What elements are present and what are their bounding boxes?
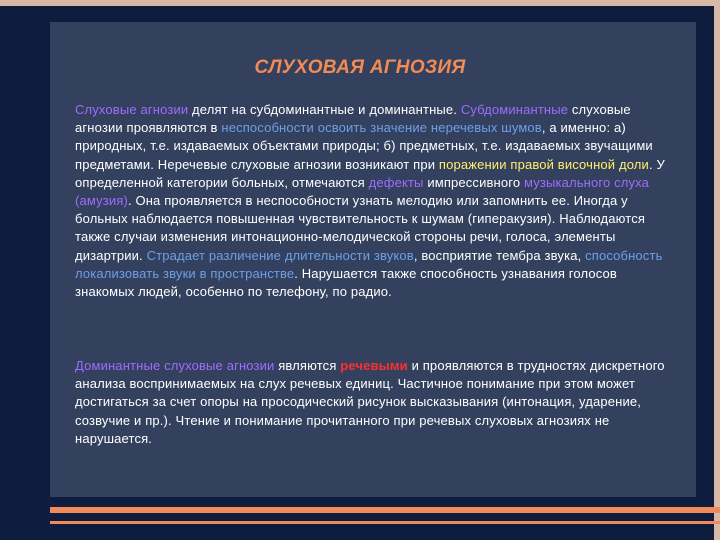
paragraph-subdominant [75,101,665,301]
text-segment: дефекты [368,174,424,190]
text-segment: речевыми [340,358,408,373]
text-segment: Слуховые агнозии [75,102,189,117]
text-segment: Доминантные слуховые агнозии [75,358,275,373]
text-segment: способность локализовать звуки в пространстве [75,247,663,281]
top-border-bar [0,0,720,6]
text-segment: . Она проявляется в неспособности узнать мелодию или запомнить ее. Иногда у больных наблюдается повышенная чувствительность к шумам (гиперакузия). Наблюдаются также случаи изменения интонационно-мелодической стороны речи, голоса, элементы дизартрии. [75,193,646,263]
accent-rule-thick [50,507,720,513]
text-segment: неспособности освоить значение неречевых шумов [221,120,542,136]
text-segment: и проявляются в трудностях дискретного анализа воспринимаемых на слух речевых единиц. Частичное понимание при этом может достигаться за счет опоры на просодический рисунок высказывания (интонация, ударение, созвучие и пр.). Чтение и понимание прочитанного при речевых слуховых агнозиях не нарушается. [75,358,665,446]
text-segment: . У определенной категории больных, отмечаются [75,156,665,190]
text-segment: делят на субдоминантные и доминантные. [188,102,461,117]
text-segment: импрессивного [423,174,524,190]
text-segment: являются [274,358,341,373]
text-segment: Страдает различение длительности звуков [146,247,414,263]
accent-rule-thin [50,521,720,524]
text-segment: , восприятие тембра звука, [413,247,586,263]
paragraph-dominant [75,357,665,448]
text-segment: музыкального слуха (амузия) [75,174,650,209]
text-segment: поражении правой височной доли [438,156,649,172]
text-segment: слуховые агнозии проявляются в [75,102,631,136]
text-segment: . Нарушается также способность узнавания голосов знакомых людей, особенно по телефону, по радио. [75,265,617,300]
text-segment: , а именно: а) природных, т.е. издаваемых объектами природы; б) предметных, т.е. издаваемых звучащими предметами. Неречевые слуховые агнозии возникают при [75,120,653,172]
slide-title: СЛУХОВАЯ АГНОЗИЯ [254,57,466,78]
text-segment: Субдоминантные [460,102,569,117]
right-border-bar [714,0,720,540]
